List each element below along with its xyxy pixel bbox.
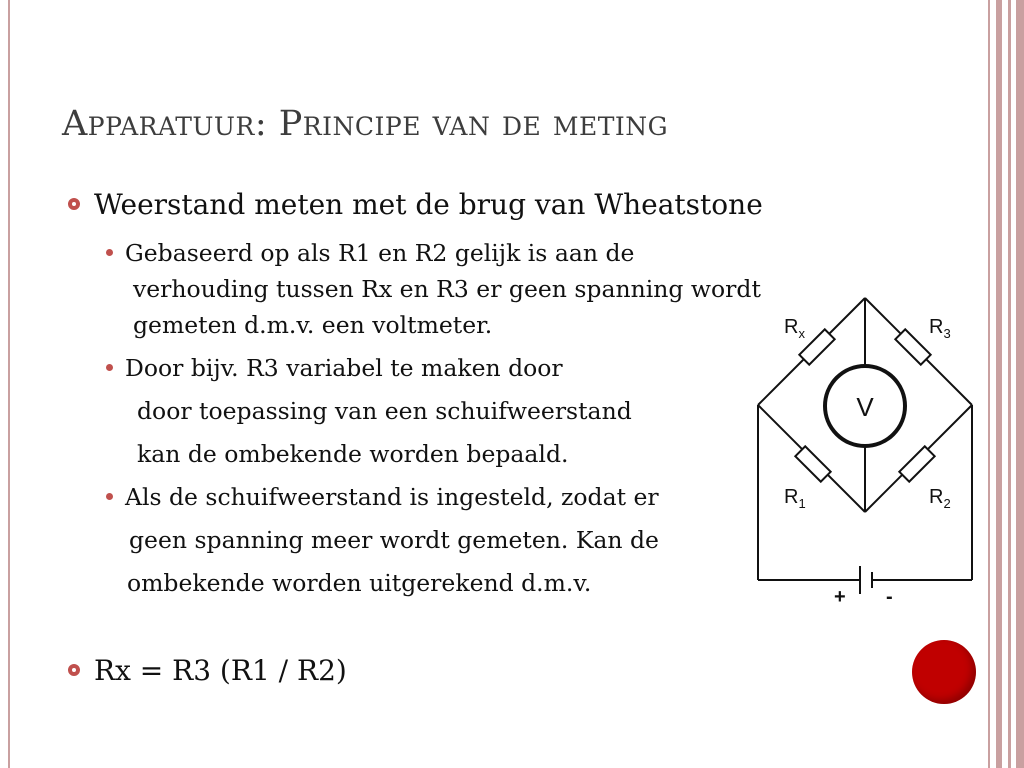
sub-line-text: Als de schuifweerstand is ingesteld, zodat er	[125, 483, 659, 511]
r1-label: $R_1$	[784, 486, 806, 511]
bullet-wheatstone	[68, 188, 763, 221]
bullet-formula	[68, 654, 347, 687]
sub-line	[106, 349, 563, 387]
r2-subscript: 2	[943, 496, 951, 511]
bullet-ring-icon	[68, 198, 80, 210]
sub-continuation: geen spanning meer wordt gemeten. Kan de	[129, 526, 659, 554]
sub-bullet-principle	[106, 234, 761, 344]
r2-label: $R_2$	[929, 486, 951, 511]
sub-line-text: Door bijv. R3 variabel te maken door	[125, 354, 563, 382]
sub-line: verhouding tussen Rx en R3 er geen spanning wordt	[133, 275, 761, 303]
frame-right-stripe	[1016, 0, 1024, 768]
sub-line	[106, 478, 659, 516]
sub-continuation: ombekende worden uitgerekend d.m.v.	[127, 569, 592, 597]
sub-continuation: kan de ombekende worden bepaald.	[137, 440, 569, 468]
decorative-red-circle	[912, 640, 976, 704]
frame-left-line	[8, 0, 10, 768]
sub-bullet-variable	[106, 349, 563, 387]
resistor-r2	[899, 446, 934, 481]
wheatstone-bridge-diagram	[748, 290, 980, 610]
r1-subscript: 1	[798, 496, 806, 511]
frame-right-stripe	[988, 0, 990, 768]
bullet-dot-icon	[106, 364, 113, 371]
sub-line-text: Gebaseerd op als R1 en R2 gelijk is aan de	[125, 239, 635, 267]
resistor-r3	[895, 329, 930, 364]
sub-continuation: door toepassing van een schuifweerstand	[137, 397, 632, 425]
slide-title: Apparatuur: Principe van de meting	[62, 104, 669, 144]
frame-right-stripe	[996, 0, 1002, 768]
battery-plus-label: +	[834, 586, 846, 608]
rx-subscript: x	[798, 326, 805, 341]
bullet-dot-icon	[106, 493, 113, 500]
bullet-text: Rx = R3 (R1 / R2)	[94, 654, 347, 687]
resistor-r1	[795, 446, 830, 481]
voltmeter-label: V	[856, 392, 874, 422]
r3-subscript: 3	[943, 326, 951, 341]
bullet-ring-icon	[68, 664, 80, 676]
battery-minus-label: -	[886, 586, 893, 608]
sub-bullet-result	[106, 478, 659, 516]
sub-line: gemeten d.m.v. een voltmeter.	[133, 311, 493, 339]
frame-right-stripe	[1008, 0, 1011, 768]
bullet-text: Weerstand meten met de brug van Wheatstone	[94, 188, 763, 221]
r3-label: $R_3$	[929, 316, 951, 341]
rx-label: $R_x$	[784, 316, 805, 341]
sub-line	[106, 234, 761, 272]
bullet-dot-icon	[106, 249, 113, 256]
